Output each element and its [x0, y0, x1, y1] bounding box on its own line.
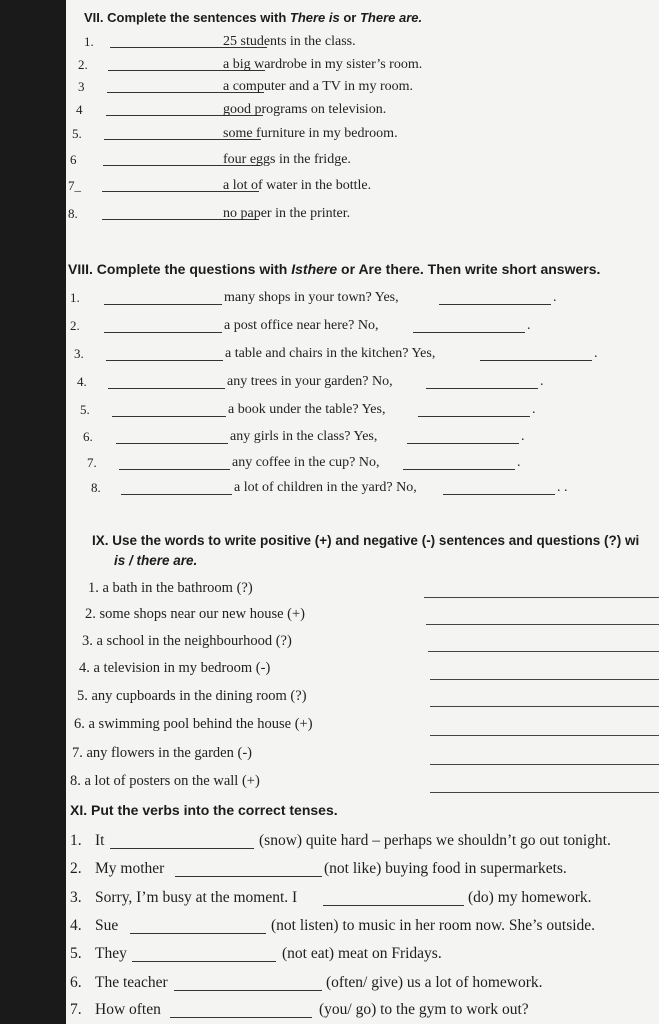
item-text: a lot of children in the yard? No,	[234, 480, 417, 495]
question-blank[interactable]	[112, 416, 226, 417]
answer-period: .	[532, 402, 536, 417]
short-answer-blank[interactable]	[480, 360, 592, 361]
question-blank[interactable]	[104, 332, 222, 333]
sentence-line[interactable]	[424, 597, 659, 598]
item-text: no paper in the printer.	[223, 206, 351, 221]
item-prompt: My mother	[95, 860, 165, 877]
exercise-item: 1. a bath in the bathroom (?)	[88, 580, 253, 596]
verb-blank[interactable]	[132, 961, 276, 962]
section-11-heading: XI. Put the verbs into the correct tenses.	[70, 802, 338, 818]
sentence-line[interactable]	[430, 735, 659, 736]
item-prompt: How often	[95, 1001, 161, 1018]
item-number: 3.	[70, 889, 82, 906]
short-answer-blank[interactable]	[426, 388, 538, 389]
item-text: 25 students in the class.	[223, 34, 356, 49]
item-text: (snow) quite hard – perhaps we shouldn’t go out tonight.	[259, 832, 611, 849]
item-prompt: It	[95, 832, 105, 849]
question-blank[interactable]	[121, 494, 232, 495]
item-number: 1.	[70, 290, 80, 305]
item-text: (not eat) meat on Fridays.	[282, 945, 442, 962]
exercise-item: 4. a television in my bedroom (-)	[79, 660, 271, 676]
sentence-line[interactable]	[430, 706, 659, 707]
item-text: any coffee in the cup? No,	[232, 455, 380, 470]
item-text: (not like) buying food in supermarkets.	[324, 860, 567, 877]
item-number: 4	[76, 102, 83, 117]
item-text: (you/ go) to the gym to work out?	[319, 1001, 529, 1018]
item-text: many shops in your town? Yes,	[224, 290, 399, 305]
verb-blank[interactable]	[130, 933, 266, 934]
question-blank[interactable]	[106, 360, 223, 361]
item-number: 7.	[87, 455, 97, 470]
exercise-item: 3. a school in the neighbourhood (?)	[82, 633, 292, 649]
item-text: any trees in your garden? No,	[227, 374, 393, 389]
short-answer-blank[interactable]	[418, 416, 530, 417]
item-number: 5.	[72, 126, 82, 141]
item-text: a computer and a TV in my room.	[223, 79, 413, 94]
verb-blank[interactable]	[174, 990, 322, 991]
answer-period: . .	[557, 480, 568, 495]
answer-period: .	[521, 429, 525, 444]
exercise-item: 5. any cupboards in the dining room (?)	[77, 688, 307, 704]
item-number: 3.	[74, 346, 84, 361]
item-text: (not listen) to music in her room now. She’s outside.	[271, 917, 596, 934]
item-number: 7.	[70, 1001, 82, 1018]
sentence-line[interactable]	[426, 624, 659, 625]
item-text: a book under the table? Yes,	[228, 402, 386, 417]
section-7-heading: VII. Complete the sentences with There is or There are.	[84, 10, 423, 25]
answer-period: .	[540, 374, 544, 389]
sentence-line[interactable]	[428, 651, 659, 652]
short-answer-blank[interactable]	[439, 304, 551, 305]
item-number: 2.	[70, 860, 82, 877]
item-text: any girls in the class? Yes,	[230, 429, 378, 444]
sentence-line[interactable]	[430, 764, 659, 765]
worksheet-page	[66, 0, 659, 1024]
item-text: (do) my homework.	[468, 889, 592, 906]
verb-blank[interactable]	[323, 905, 464, 906]
short-answer-blank[interactable]	[403, 469, 515, 470]
answer-period: .	[527, 318, 531, 333]
item-prompt: Sue	[95, 917, 119, 934]
exercise-item: 8. a lot of posters on the wall (+)	[70, 773, 260, 789]
verb-blank[interactable]	[170, 1017, 312, 1018]
item-number: 5.	[70, 945, 82, 962]
question-blank[interactable]	[108, 388, 225, 389]
short-answer-blank[interactable]	[413, 332, 525, 333]
sentence-line[interactable]	[430, 792, 659, 793]
item-number: 4.	[70, 917, 82, 934]
exercise-item: 7. any flowers in the garden (-)	[72, 745, 252, 761]
item-prompt: They	[95, 945, 127, 962]
item-prompt: Sorry, I’m busy at the moment. I	[95, 889, 298, 906]
item-text: a table and chairs in the kitchen? Yes,	[225, 346, 436, 361]
item-text: some furniture in my bedroom.	[223, 126, 398, 141]
question-blank[interactable]	[119, 469, 230, 470]
item-number: 5.	[80, 402, 90, 417]
item-text: a big wardrobe in my sister’s room.	[223, 57, 423, 72]
item-number: 8.	[91, 480, 101, 495]
section-9-heading: IX. Use the words to write positive (+) and negative (-) sentences and questions (?) wi	[92, 533, 640, 548]
item-number: 8.	[68, 206, 78, 221]
verb-blank[interactable]	[110, 848, 254, 849]
item-number: 1.	[70, 832, 82, 849]
answer-period: .	[594, 346, 598, 361]
item-text: (often/ give) us a lot of homework.	[326, 974, 543, 991]
exercise-item: 6. a swimming pool behind the house (+)	[74, 716, 313, 732]
answer-period: .	[553, 290, 557, 305]
question-blank[interactable]	[104, 304, 222, 305]
short-answer-blank[interactable]	[443, 494, 555, 495]
answer-period: .	[517, 455, 521, 470]
exercise-item: 2. some shops near our new house (+)	[85, 606, 305, 622]
item-number: 3	[78, 79, 85, 94]
item-text: good programs on television.	[223, 102, 387, 117]
item-number: 7_	[68, 178, 81, 193]
item-number: 1.	[84, 34, 94, 49]
item-number: 6	[70, 152, 77, 167]
item-number: 2.	[70, 318, 80, 333]
item-number: 4.	[77, 374, 87, 389]
section-9-subheading: is / there are.	[114, 553, 198, 568]
item-prompt: The teacher	[95, 974, 168, 991]
item-text: a post office near here? No,	[224, 318, 379, 333]
item-number: 2.	[78, 57, 88, 72]
item-number: 6.	[83, 429, 93, 444]
verb-blank[interactable]	[175, 876, 322, 877]
question-blank[interactable]	[116, 443, 228, 444]
short-answer-blank[interactable]	[407, 443, 519, 444]
sentence-line[interactable]	[430, 679, 659, 680]
section-8-heading: VIII. Complete the questions with Isthere or Are there. Then write short answers.	[68, 261, 601, 277]
item-number: 6.	[70, 974, 82, 991]
item-text: a lot of water in the bottle.	[223, 178, 372, 193]
item-text: four eggs in the fridge.	[223, 152, 351, 167]
